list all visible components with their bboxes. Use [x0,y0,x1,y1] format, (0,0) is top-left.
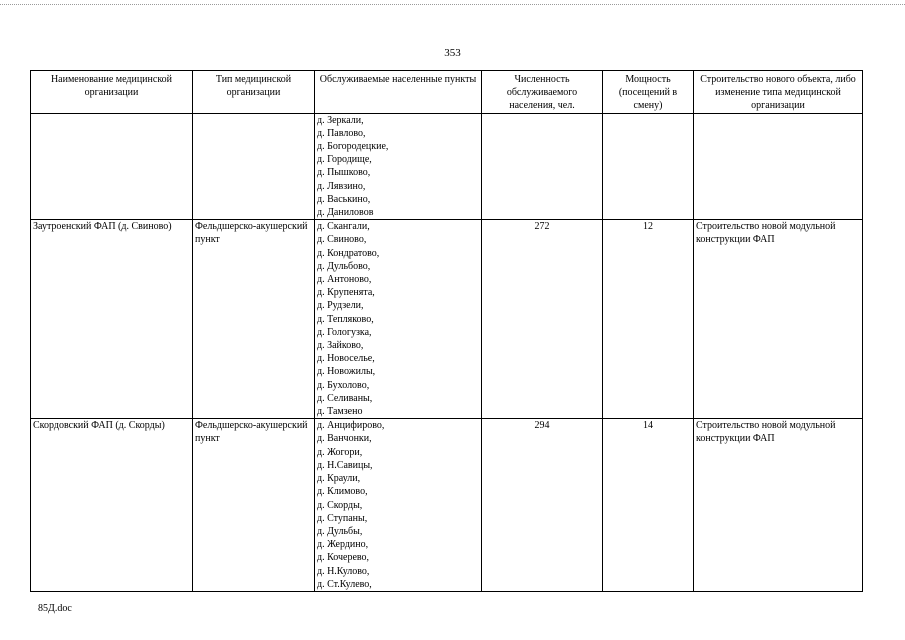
served-place: д. Дульбово, [317,260,371,272]
cell-served-places [315,113,482,220]
served-place: д. Ванчонки, [317,433,372,445]
cell-construction [694,113,863,220]
served-place: д. Богородецкие, [317,141,389,153]
served-place: д. Скорды, [317,499,363,511]
served-place: д. Зеркали, [317,114,364,126]
cell-construction: Строительство новой модульной конструкции ФАП [694,220,863,419]
served-place: д. Свиново, [317,234,367,246]
served-place: д. Краули, [317,473,361,485]
served-place: д. Городище, [317,154,372,166]
served-place: д. Гологузка, [317,326,372,338]
served-place: д. Зайково, [317,340,364,352]
cell-capacity [603,113,694,220]
served-place: д. Даниловов [317,207,374,219]
served-place: д. Н.Кулово, [317,565,370,577]
cell-org-name [31,113,193,220]
served-place: д. Бухолово, [317,379,370,391]
served-place: д. Кочерево, [317,552,370,564]
served-place: д. Н.Савицы, [317,459,373,471]
served-place: д. Лявзино, [317,180,366,192]
cell-capacity: 14 [603,419,694,592]
header-capacity: Мощность (посещений в смену) [603,71,694,114]
cell-population [482,113,603,220]
table-header-row [31,71,863,114]
served-place: д. Васькино, [317,193,371,205]
cell-construction: Строительство новой модульной конструкции ФАП [694,419,863,592]
header-construction: Строительство нового объекта, либо изменение типа медицинской организации [694,71,863,114]
served-place: д. Пышково, [317,167,371,179]
cell-served-places [315,220,482,419]
served-place: д. Селиваны, [317,392,373,404]
served-place: д. Кондратово, [317,247,380,259]
cell-org-name: Скордовский ФАП (д. Скорды) [31,419,193,592]
top-border-line [0,4,905,5]
served-place: д. Скангали, [317,221,370,233]
table-body [31,113,863,591]
table-row [31,113,863,220]
cell-org-type: Фельдшерско-акушерский пункт [193,419,315,592]
served-place: д. Жердино, [317,539,369,551]
table-row [31,419,863,592]
served-place: д. Дульбы, [317,525,363,537]
served-place: д. Тамзено [317,406,363,418]
cell-org-type [193,113,315,220]
header-org-type: Тип медицинской организации [193,71,315,114]
served-place: д. Тепляково, [317,313,374,325]
served-place: д. Климово, [317,486,368,498]
cell-org-name: Заутроенский ФАП (д. Свиново) [31,220,193,419]
header-population: Численность обслуживаемого населения, чел. [482,71,603,114]
served-place: д. Антоново, [317,274,372,286]
served-place: д. Жогори, [317,446,363,458]
cell-capacity: 12 [603,220,694,419]
served-place: д. Анцифирово, [317,420,385,432]
cell-population: 272 [482,220,603,419]
page-number: 353 [444,47,461,59]
served-place: д. Ст.Кулево, [317,578,372,590]
footer-filename: 85Д.doc [38,603,72,614]
served-place: д. Ступаны, [317,512,368,524]
served-place: д. Новоселье, [317,353,375,365]
cell-population: 294 [482,419,603,592]
served-place: д. Рудзели, [317,300,364,312]
medical-organizations-table [30,70,863,592]
served-place: д. Павлово, [317,127,366,139]
served-place: д. Крупенята, [317,287,375,299]
served-place: д. Новожилы, [317,366,376,378]
table-row [31,220,863,419]
cell-org-type: Фельдшерско-акушерский пункт [193,220,315,419]
header-org-name: Наименование медицинской организации [31,71,193,114]
header-served-places: Обслуживаемые населенные пункты [315,71,482,114]
cell-served-places [315,419,482,592]
